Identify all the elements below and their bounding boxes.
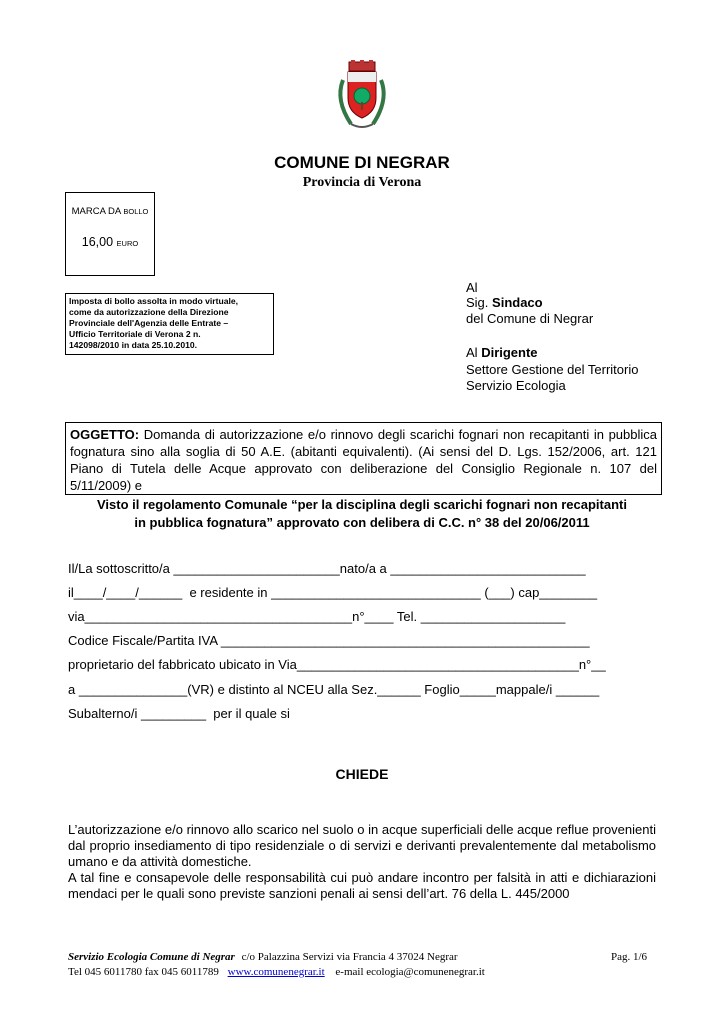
page-subtitle: Provincia di Verona — [302, 175, 422, 190]
bollo-note-line: Imposta di bollo assolta in modo virtuale, — [69, 296, 239, 306]
bollo-note-line: Provinciale dell'Agenzia delle Entrate – — [69, 318, 229, 328]
stamp-box — [65, 192, 155, 276]
addressee-sindaco: Sig. Sindaco — [466, 295, 543, 310]
stamp-amount: 16,00 EURO — [81, 235, 139, 249]
addressee-al: Al — [466, 280, 478, 295]
addressee-settore: Settore Gestione del Territorio — [466, 362, 639, 377]
form-line-birth-residence[interactable]: il____/____/______ e residente in _____________________________ (___) cap________ — [68, 585, 598, 600]
form-line-name[interactable]: Il/La sottoscritto/a _______________________nato/a a ___________________________ — [68, 561, 586, 576]
addressee-servizio: Servizio Ecologia — [466, 378, 566, 393]
footer-contacts: Tel 045 6011780 fax 045 6011789 www.comunenegrar.it e-mail ecologia@comunenegrar.it — [68, 966, 485, 978]
oggetto-label: OGGETTO: — [70, 427, 140, 442]
bollo-note-line: 142098/2010 in data 25.10.2010. — [69, 340, 198, 350]
form-line-tax-code[interactable]: Codice Fiscale/Partita IVA ___________________________________________________ — [68, 633, 590, 648]
declaration-paragraph: A tal fine e consapevole delle responsabilità cui può andare incontro per falsità in atti e dichiarazioni mendaci per le quali sono previste sanzioni penali ai sensi dell’art. 76 della L. 445/2000 — [68, 870, 656, 901]
bollo-note-line: Ufficio Territoriale di Verona 2 n. — [69, 329, 201, 339]
oggetto-box — [65, 422, 662, 495]
form-line-subaltern[interactable]: Subalterno/i _________ per il quale si — [68, 706, 290, 721]
bollo-note-box — [65, 293, 274, 355]
website-link[interactable]: www.comunenegrar.it — [227, 966, 325, 978]
page-number: Pag. 1/6 — [611, 951, 648, 963]
visto-heading: Visto il regolamento Comunale “per la disciplina degli scarichi fognari non recapitanti in pubblica fognatura” approvato con delibera di C.C. n° 38 del 20/06/2011 — [97, 497, 627, 530]
bollo-note-line: come da autorizzazione della Direzione — [69, 307, 229, 317]
footer-office: Servizio Ecologia Comune di Negrar c/o Palazzina Servizi via Francia 4 37024 Negrar — [68, 951, 458, 963]
form-line-cadastre[interactable]: a _______________(VR) e distinto al NCEU alla Sez.______ Foglio_____mappale/i ______ — [68, 682, 600, 697]
stamp-label: MARCA DA BOLLO — [71, 206, 149, 217]
addressee-comune: del Comune di Negrar — [466, 311, 594, 326]
chiede-heading: CHIEDE — [335, 766, 389, 782]
oggetto-text: Domanda di autorizzazione e/o rinnovo degli scarichi fognari non recapitanti in pubblica fognatura sino alla soglia di 50 A.E. (abitanti equivalenti). (Ai sensi del D. Lgs. 152/2006, art. 121 Piano di Tutela delle Acque approvato con deliberazione del Consiglio Regionale n. 107 del 5/11/2009) e — [70, 427, 657, 493]
request-paragraph: L’autorizzazione e/o rinnovo allo scarico nel suolo o in acque superficiali delle acque reflue provenienti dal proprio insediamento di tipo residenziale o di servizi e derivanti prevalentemente dal metabolismo umano e da attività domestiche. — [68, 822, 656, 869]
form-line-address[interactable]: via_____________________________________n°____ Tel. ____________________ — [68, 609, 566, 624]
form-line-building[interactable]: proprietario del fabbricato ubicato in Via_______________________________________n°__ — [68, 657, 606, 672]
addressee-dirigente: Al Dirigente — [466, 345, 538, 360]
page-title: COMUNE DI NEGRAR — [274, 153, 450, 172]
municipal-crest-icon — [331, 60, 393, 132]
